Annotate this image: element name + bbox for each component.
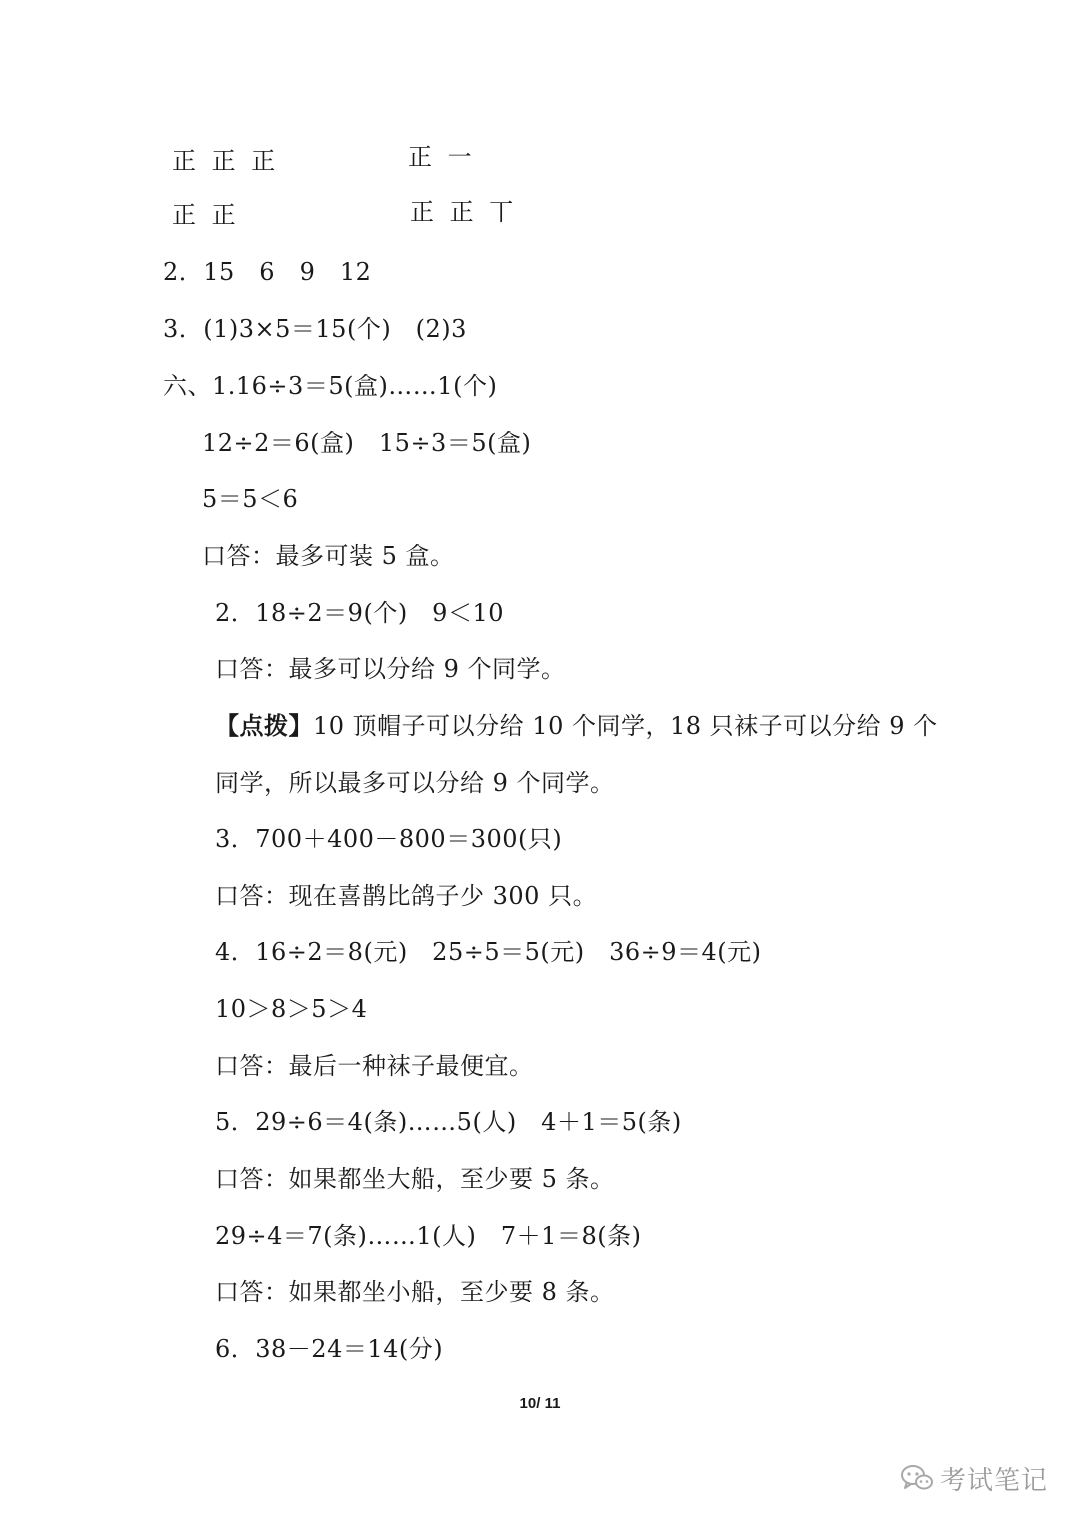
answer-line: 口答：如果都坐大船，至少要 5 条。 — [215, 1165, 615, 1193]
answer-line: 10＞8＞5＞4 — [215, 995, 368, 1023]
tally-row1-right: 正 一 — [408, 143, 476, 171]
answer-line: 口答：最后一种袜子最便宜。 — [215, 1052, 534, 1080]
hint-label: 【点拨】 — [215, 711, 313, 740]
answer-line: 2．18÷2＝9(个) 9＜10 — [215, 599, 504, 627]
answer-line: 口答：最多可以分给 9 个同学。 — [215, 655, 566, 683]
watermark-text: 考试笔记 — [940, 1465, 1049, 1496]
tally-row2-right: 正 正 丅 — [410, 198, 518, 226]
answer-line: 5＝5＜6 — [202, 485, 299, 513]
hint-line — [215, 711, 938, 741]
hint-text: 10 顶帽子可以分给 10 个同学，18 只袜子可以分给 9 个 — [313, 712, 938, 740]
answer-line: 3．700＋400－800＝300(只) — [215, 825, 563, 853]
answer-line: 2．15 6 9 12 — [163, 258, 372, 286]
answer-line: 口答：如果都坐小船，至少要 8 条。 — [215, 1278, 615, 1306]
answer-line: 12÷2＝6(盒) 15÷3＝5(盒) — [202, 429, 532, 457]
answer-line: 4．16÷2＝8(元) 25÷5＝5(元) 36÷9＝4(元) — [215, 938, 762, 966]
answer-line: 六、1.16÷3＝5(盒)……1(个) — [163, 372, 498, 400]
wechat-icon — [900, 1463, 934, 1493]
tally-row1-left: 正 正 正 — [172, 147, 280, 175]
answer-line: 口答：最多可装 5 盒。 — [202, 542, 455, 570]
page-number: 10/ 11 — [519, 1395, 561, 1412]
answer-line: 6．38－24＝14(分) — [215, 1335, 444, 1363]
answer-line: 口答：现在喜鹊比鸽子少 300 只。 — [215, 882, 598, 910]
tally-row2-left: 正 正 — [172, 201, 240, 229]
answer-line: 同学，所以最多可以分给 9 个同学。 — [215, 769, 615, 797]
answer-line: 3．(1)3×5＝15(个) (2)3 — [163, 315, 467, 343]
answer-line: 29÷4＝7(条)……1(人) 7＋1＝8(条) — [215, 1222, 642, 1250]
answer-line: 5．29÷6＝4(条)……5(人) 4＋1＝5(条) — [215, 1108, 682, 1136]
watermark — [900, 1458, 1048, 1498]
